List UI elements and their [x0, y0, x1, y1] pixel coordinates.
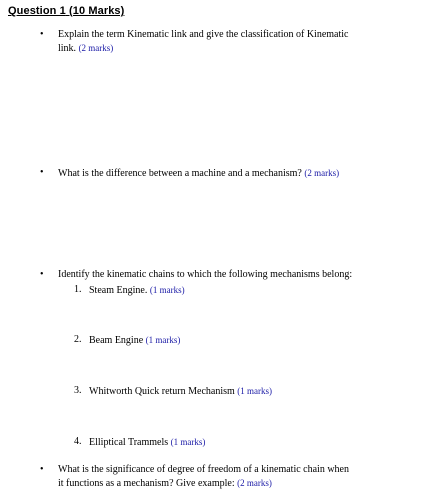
question-item-4: [40, 464, 425, 490]
question-number: Question 1: [8, 5, 66, 17]
sub-item-1-text: Steam Engine.: [89, 285, 148, 296]
sub-item-1-content: [89, 284, 185, 297]
sub-item-4-marks: (1 marks): [170, 437, 206, 447]
question-heading-text: [8, 5, 124, 17]
sub-item-4-text: Elliptical Trammels: [89, 437, 169, 448]
question-1-line-1: Explain the term Kinematic link and give the classification of Kinematic: [58, 29, 349, 40]
question-1-marks: (2 marks): [78, 43, 114, 53]
bullet-icon: •: [40, 464, 44, 475]
question-item-2: [40, 167, 420, 180]
question-2-marks: (2 marks): [304, 168, 340, 178]
bullet-icon: •: [40, 29, 44, 40]
question-4-line-2-text: it functions as a mechanism? Give example:: [58, 478, 235, 489]
question-2-line-1: [58, 167, 339, 180]
question-2-text: What is the difference between a machine and a mechanism?: [58, 168, 302, 179]
question-item-3: [40, 269, 420, 282]
bullet-icon: •: [40, 269, 44, 280]
sub-item-4-content: [89, 436, 205, 449]
question-3-line-1: Identify the kinematic chains to which the following mechanisms belong:: [58, 269, 353, 280]
sub-item-2-content: [89, 334, 180, 347]
sub-item-2-text: Beam Engine: [89, 335, 144, 346]
sub-item-3-number: 3.: [74, 385, 82, 396]
question-1-line-2-text: link.: [58, 43, 77, 54]
question-item-1: [40, 29, 420, 55]
sub-item-2-number: 2.: [74, 334, 82, 345]
sub-item-1-marks: (1 marks): [149, 285, 185, 295]
question-heading: [8, 5, 124, 18]
question-4-line-2: [58, 477, 272, 490]
question-4-line-1: What is the significance of degree of freedom of a kinematic chain when: [58, 464, 349, 475]
sub-item-3-marks: (1 marks): [237, 386, 273, 396]
bullet-icon: •: [40, 167, 44, 178]
sub-item-1-number: 1.: [74, 284, 82, 295]
question-4-marks: (2 marks): [237, 478, 272, 488]
sub-item-3-text: Whitworth Quick return Mechanism: [89, 386, 235, 397]
sub-item-2-marks: (1 marks): [145, 335, 181, 345]
question-1-line-2: [58, 42, 113, 55]
sub-item-3-content: [89, 385, 272, 398]
question-total-marks: (10 Marks): [69, 5, 125, 17]
sub-item-4-number: 4.: [74, 436, 82, 447]
